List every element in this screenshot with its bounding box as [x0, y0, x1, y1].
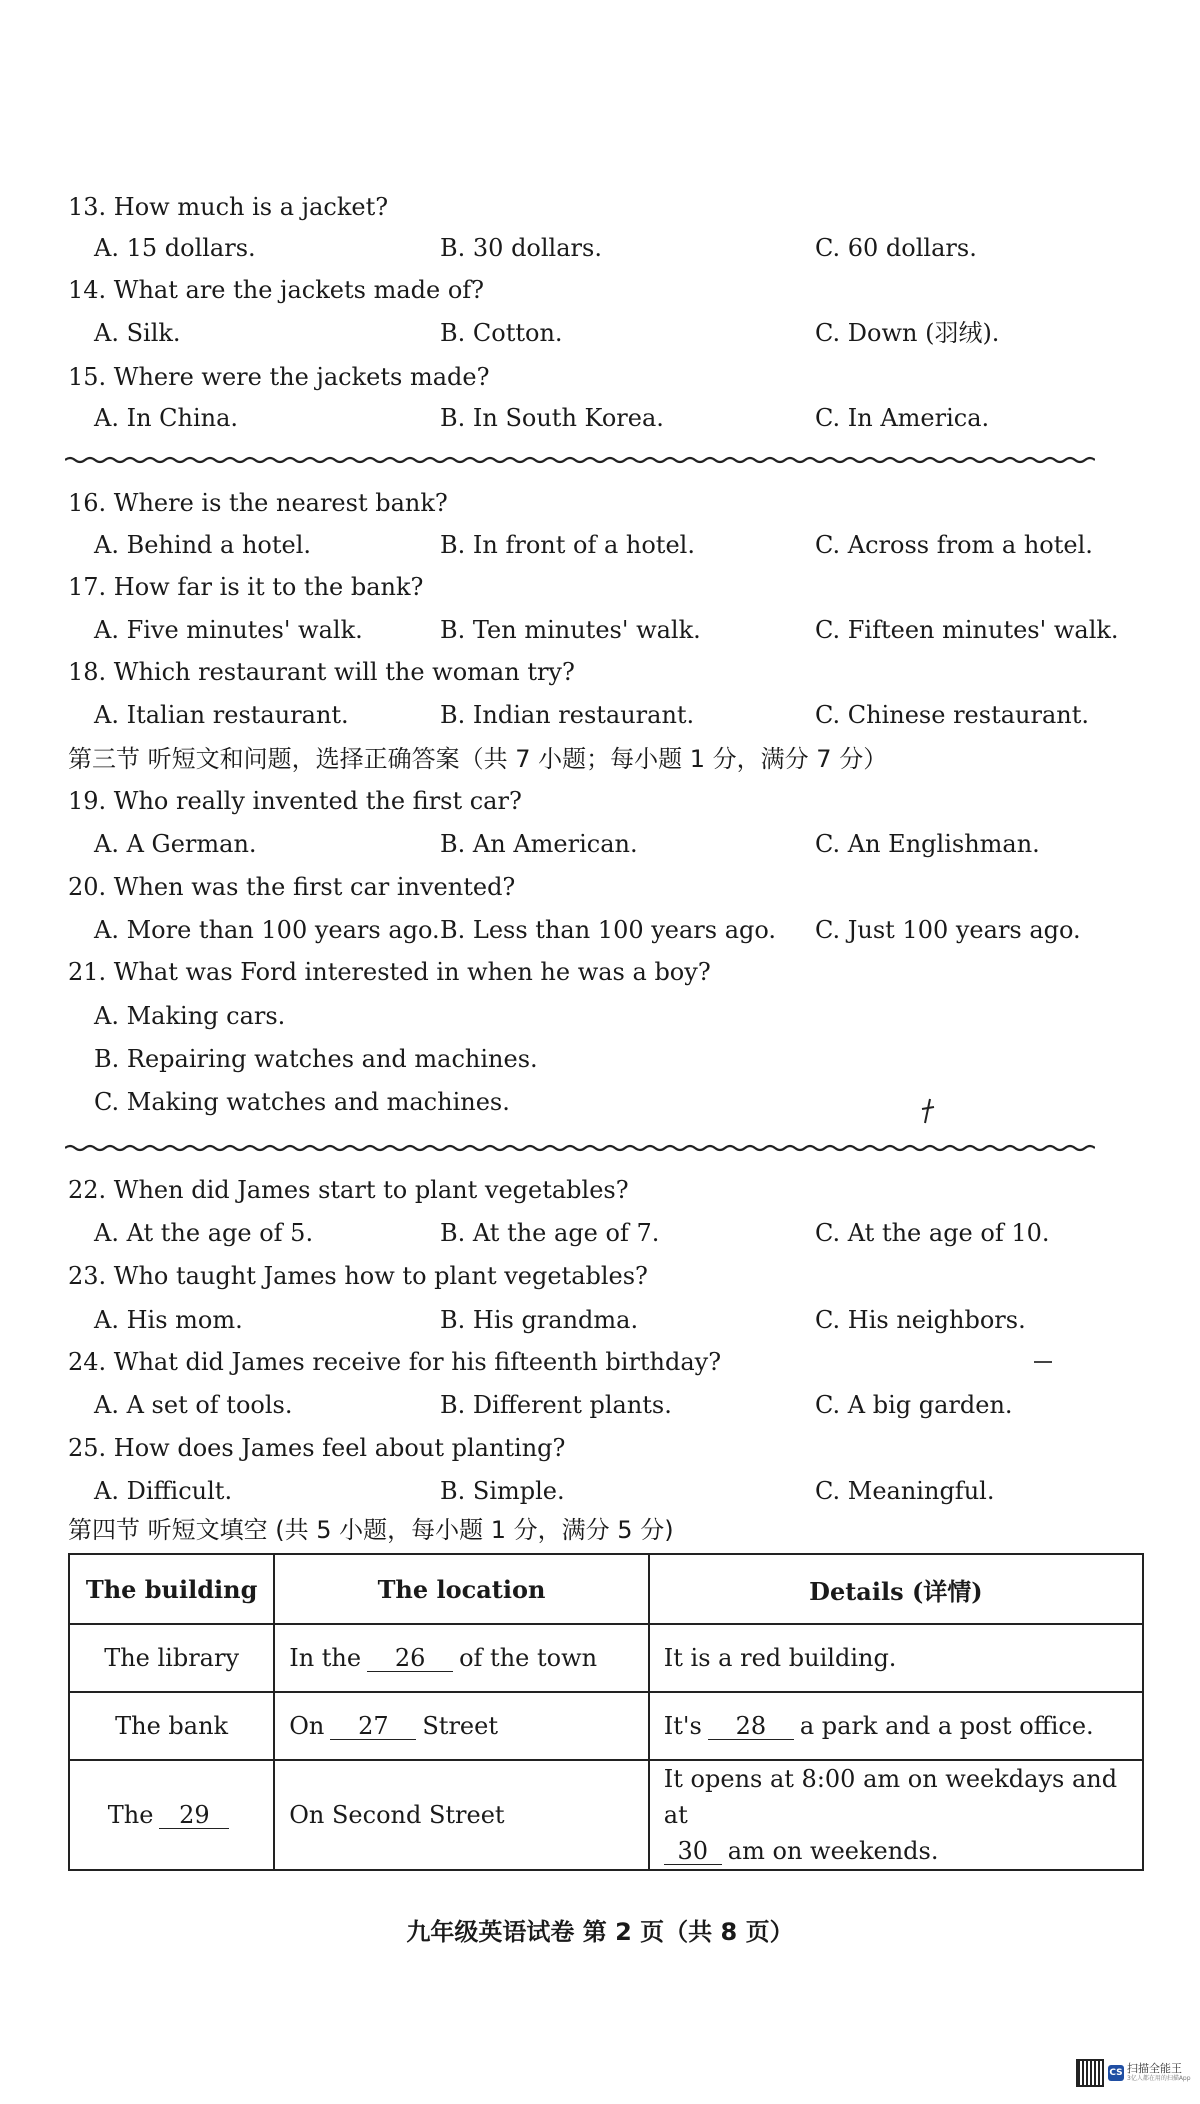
question-18-option-b: B. Indian restaurant. [440, 701, 695, 729]
cell-location [274, 1624, 649, 1692]
location-suffix: of the town [459, 1644, 598, 1672]
question-17-option-a: A. Five minutes' walk. [94, 616, 363, 644]
question-13-option-b: B. 30 dollars. [440, 234, 602, 262]
question-14-option-a: A. Silk. [94, 319, 181, 347]
question-22-option-b: B. At the age of 7. [440, 1219, 660, 1247]
question-24-option-c: C. A big garden. [815, 1391, 1013, 1419]
cell-building [69, 1760, 274, 1870]
question-20-option-a: A. More than 100 years ago. [94, 916, 440, 944]
question-23-option-c: C. His neighbors. [815, 1306, 1026, 1334]
question-13-option-c: C. 60 dollars. [815, 234, 977, 262]
fill-in-table [68, 1553, 1144, 1871]
question-16-option-a: A. Behind a hotel. [94, 531, 312, 559]
question-20-option-b: B. Less than 100 years ago. [440, 916, 777, 944]
cell-details [649, 1692, 1143, 1760]
question-25-stem: 25. How does James feel about planting? [68, 1434, 566, 1462]
header-details: Details (详情) [649, 1554, 1143, 1624]
question-18-option-a: A. Italian restaurant. [94, 701, 349, 729]
camscanner-logo-icon: CS [1108, 2065, 1124, 2081]
question-23-option-b: B. His grandma. [440, 1306, 639, 1334]
question-19-option-a: A. A German. [94, 830, 257, 858]
question-25-option-a: A. Difficult. [94, 1477, 233, 1505]
question-25-option-b: B. Simple. [440, 1477, 565, 1505]
scanner-subtitle: 3亿人都在用的扫描App [1127, 2075, 1191, 2082]
cell-location [274, 1692, 649, 1760]
question-24-stem: 24. What did James receive for his fifteenth birthday? [68, 1348, 722, 1376]
section-4-title: 第四节 听短文填空 (共 5 小题，每小题 1 分，满分 5 分) [68, 1516, 674, 1544]
question-21-stem: 21. What was Ford interested in when he was a boy? [68, 958, 711, 986]
section-3-title: 第三节 听短文和问题，选择正确答案（共 7 小题；每小题 1 分，满分 7 分） [68, 745, 888, 773]
question-19-option-b: B. An American. [440, 830, 638, 858]
scanner-name: 扫描全能王 [1127, 2062, 1182, 2075]
pen-dash-mark [1034, 1361, 1052, 1363]
cell-details: It is a red building. [649, 1624, 1143, 1692]
question-15-option-a: A. In China. [94, 404, 239, 432]
cell-details [649, 1760, 1143, 1870]
question-16-option-b: B. In front of a hotel. [440, 531, 695, 559]
question-19-stem: 19. Who really invented the first car? [68, 787, 522, 815]
scanner-text [1127, 2063, 1191, 2083]
question-22-option-c: C. At the age of 10. [815, 1219, 1050, 1247]
question-21-option-c: C. Making watches and machines. [94, 1088, 510, 1116]
header-building: The building [69, 1554, 274, 1624]
question-22-option-a: A. At the age of 5. [94, 1219, 314, 1247]
pen-mark-icon [920, 1097, 936, 1125]
question-15-option-c: C. In America. [815, 404, 990, 432]
question-25-option-c: C. Meaningful. [815, 1477, 995, 1505]
table-row [69, 1624, 1143, 1692]
wavy-divider [65, 455, 1095, 465]
page-footer: 九年级英语试卷 第 2 页（共 8 页） [406, 1918, 794, 1946]
answer-blank-29[interactable]: 29 [159, 1802, 229, 1829]
location-prefix: In the [289, 1644, 362, 1672]
cell-building: The library [69, 1624, 274, 1692]
scanner-watermark [1076, 2055, 1194, 2091]
question-22-stem: 22. When did James start to plant vegetables? [68, 1176, 629, 1204]
answer-blank-28[interactable]: 28 [708, 1713, 794, 1740]
question-14-option-b: B. Cotton. [440, 319, 563, 347]
question-21-option-a: A. Making cars. [94, 1002, 286, 1030]
question-14-option-c: C. Down (羽绒). [815, 319, 1000, 347]
table-header-row [69, 1554, 1143, 1624]
cell-building: The bank [69, 1692, 274, 1760]
question-14-stem: 14. What are the jackets made of? [68, 276, 485, 304]
table-row [69, 1760, 1143, 1870]
qr-code-icon [1076, 2059, 1104, 2087]
details-suffix: a park and a post office. [799, 1712, 1094, 1740]
table-row [69, 1692, 1143, 1760]
answer-blank-27[interactable]: 27 [330, 1713, 416, 1740]
details-line-1: It opens at 8:00 am on weekdays and at [663, 1765, 1118, 1829]
answer-blank-30[interactable]: 30 [664, 1838, 722, 1865]
question-13-stem: 13. How much is a jacket? [68, 193, 389, 221]
details-suffix: am on weekends. [727, 1837, 939, 1865]
details-line-2 [664, 1833, 1128, 1869]
question-19-option-c: C. An Englishman. [815, 830, 1040, 858]
question-17-stem: 17. How far is it to the bank? [68, 573, 424, 601]
question-23-option-a: A. His mom. [94, 1306, 243, 1334]
location-prefix: On [289, 1712, 325, 1740]
question-15-stem: 15. Where were the jackets made? [68, 363, 490, 391]
question-18-option-c: C. Chinese restaurant. [815, 701, 1089, 729]
question-16-option-c: C. Across from a hotel. [815, 531, 1093, 559]
cell-location: On Second Street [274, 1760, 649, 1870]
answer-blank-26[interactable]: 26 [367, 1645, 453, 1672]
building-prefix: The [107, 1801, 154, 1829]
location-suffix: Street [422, 1712, 498, 1740]
question-18-stem: 18. Which restaurant will the woman try? [68, 658, 575, 686]
question-21-option-b: B. Repairing watches and machines. [94, 1045, 538, 1073]
question-17-option-c: C. Fifteen minutes' walk. [815, 616, 1119, 644]
question-20-stem: 20. When was the first car invented? [68, 873, 516, 901]
wavy-divider [65, 1143, 1095, 1153]
question-24-option-a: A. A set of tools. [94, 1391, 293, 1419]
question-13-option-a: A. 15 dollars. [94, 234, 256, 262]
question-24-option-b: B. Different plants. [440, 1391, 672, 1419]
question-17-option-b: B. Ten minutes' walk. [440, 616, 701, 644]
question-23-stem: 23. Who taught James how to plant vegetables? [68, 1262, 648, 1290]
header-location: The location [274, 1554, 649, 1624]
details-prefix: It's [663, 1712, 702, 1740]
question-20-option-c: C. Just 100 years ago. [815, 916, 1081, 944]
question-15-option-b: B. In South Korea. [440, 404, 664, 432]
question-16-stem: 16. Where is the nearest bank? [68, 489, 448, 517]
